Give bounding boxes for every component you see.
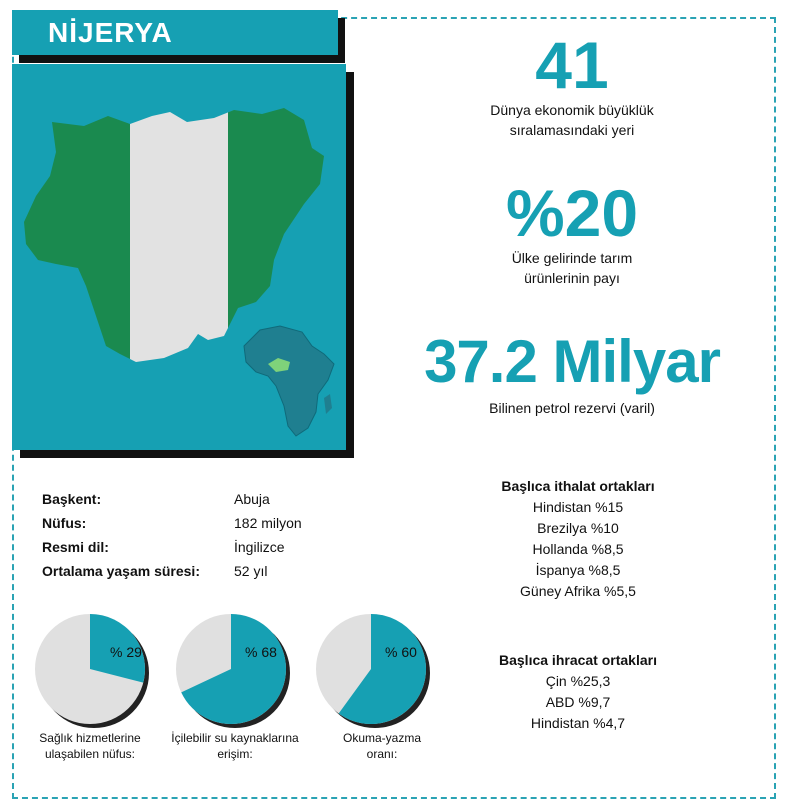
oil-value: 37.2 Milyar — [424, 328, 720, 395]
rank-stat — [452, 28, 692, 140]
oil-stat — [374, 328, 770, 418]
nigeria-flag-map — [12, 64, 346, 450]
flag-white-center — [130, 64, 228, 450]
export-item: ABD %9,7 — [545, 694, 611, 710]
import-item: Güney Afrika %5,5 — [520, 583, 636, 599]
oil-label: Bilinen petrol rezervi (varil) — [489, 400, 655, 416]
africa-locator-icon — [244, 326, 334, 436]
pie-caption-health: Sağlık hizmetlerine ulaşabilen nüfus: — [39, 731, 141, 761]
flag-green-left — [12, 64, 130, 450]
country-info — [42, 487, 342, 583]
rank-label-line2: sıralamasındaki yeri — [509, 122, 635, 138]
export-item: Hindistan %4,7 — [530, 715, 626, 731]
pie-value-label: % 29 — [110, 644, 142, 660]
agri-value: %20 — [505, 176, 639, 250]
pie-value-label: % 68 — [245, 644, 277, 660]
info-row: Ortalama yaşam süresi: 52 yıl — [42, 563, 268, 579]
pie-value-label: % 60 — [385, 644, 417, 660]
import-item: Brezilya %10 — [537, 520, 619, 536]
page-title: NİJERYA — [12, 10, 338, 55]
import-item: Hollanda %8,5 — [532, 541, 624, 557]
export-item: Çin %25,3 — [545, 673, 611, 689]
agri-label-line1: Ülke gelirinde tarım — [511, 250, 633, 266]
agri-label-line2: ürünlerinin payı — [524, 270, 620, 286]
rank-label-line1: Dünya ekonomik büyüklük — [490, 102, 654, 118]
info-row: Nüfus: 182 milyon — [42, 515, 302, 531]
pie-caption-water: İçilebilir su kaynaklarına erişim: — [171, 731, 299, 761]
rank-value: 41 — [535, 28, 609, 102]
info-row: Resmi dil: İngilizce — [42, 539, 285, 555]
export-title: Başlıca ihracat ortakları — [499, 652, 657, 668]
import-partners — [450, 476, 706, 602]
import-item: İspanya %8,5 — [535, 562, 621, 578]
nigeria-map-panel — [12, 64, 346, 450]
info-row: Başkent: Abuja — [42, 491, 270, 507]
agri-stat — [452, 176, 692, 288]
export-partners — [450, 650, 706, 734]
import-item: Hindistan %15 — [532, 499, 624, 515]
pie-caption-literacy: Okuma-yazma oranı: — [342, 731, 422, 761]
import-title: Başlıca ithalat ortakları — [501, 478, 655, 494]
pie-charts — [20, 606, 460, 736]
